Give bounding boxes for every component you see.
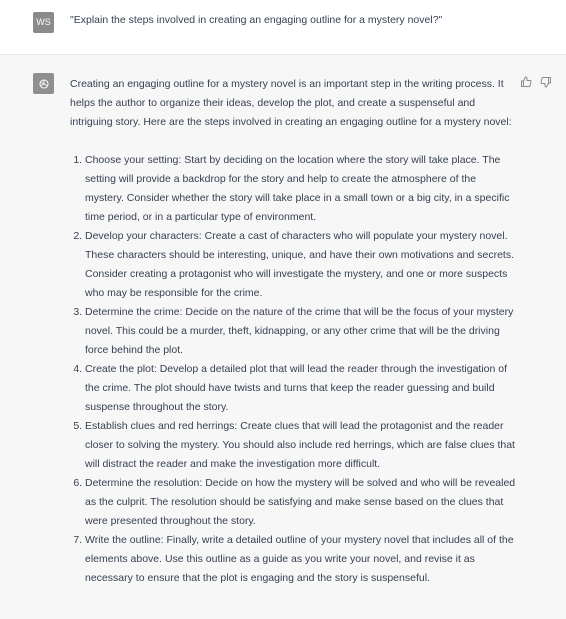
- thumbs-up-icon[interactable]: [520, 75, 532, 93]
- user-avatar: WS: [33, 12, 54, 33]
- step-item-4: 4. Create the plot: Develop a detailed plot that will lead the reader through the investigation of the crime. The plot should have twists and turns that keep the reader guessing and build suspense throughout the story.: [85, 360, 517, 417]
- step-item-2: 2. Develop your characters: Create a cast of characters who will populate your mystery novel. These characters should be interesting, unique, and have their own motivations and secrets. Consider creating a protagonist who will investigate the mystery, and one or more suspects who may be responsible for the crime.: [85, 227, 517, 303]
- step-item-6: 6. Determine the resolution: Decide on how the mystery will be solved and who will be revealed as the culprit. The resolution should be satisfying and make sense based on the clues that were presented throughout the story.: [85, 474, 517, 531]
- steps-list: [70, 151, 517, 588]
- assistant-intro: Creating an engaging outline for a mystery novel is an important step in the writing process. It helps the author to organize their ideas, develop the plot, and create a suspenseful and intriguing story. Here are the steps involved in creating an engaging outline for a mystery novel:: [70, 78, 512, 128]
- step-item-3: 3. Determine the crime: Decide on the nature of the crime that will be the focus of your mystery novel. This could be a murder, theft, kidnapping, or any other crime that will be the driving force behind the plot.: [85, 303, 517, 360]
- openai-logo-icon: [33, 73, 54, 94]
- user-message-text: "Explain the steps involved in creating an engaging outline for a mystery novel?": [70, 14, 443, 26]
- step-item-5: 5. Establish clues and red herrings: Create clues that will lead the protagonist and the reader closer to solving the mystery. You should also include red herrings, which are false clues that will distract the reader and make the investigation more difficult.: [85, 417, 517, 474]
- assistant-message-row: [0, 55, 566, 619]
- thumbs-down-icon[interactable]: [540, 75, 552, 93]
- feedback-buttons: [520, 75, 552, 93]
- user-message-row: [0, 0, 566, 55]
- step-item-7: 7. Write the outline: Finally, write a detailed outline of your mystery novel that includes all of the elements above. Use this outline as a guide as you write your novel, and revise it as necessary to ensure that the plot is engaging and the story is suspenseful.: [85, 531, 517, 588]
- assistant-message-body: [70, 75, 517, 588]
- step-item-1: 1. Choose your setting: Start by deciding on the location where the story will take place. The setting will provide a backdrop for the story and help to create the atmosphere of the mystery. Consider whether the story will take place in a small town or a big city, in a specific time period, or in a particular type of environment.: [85, 151, 517, 227]
